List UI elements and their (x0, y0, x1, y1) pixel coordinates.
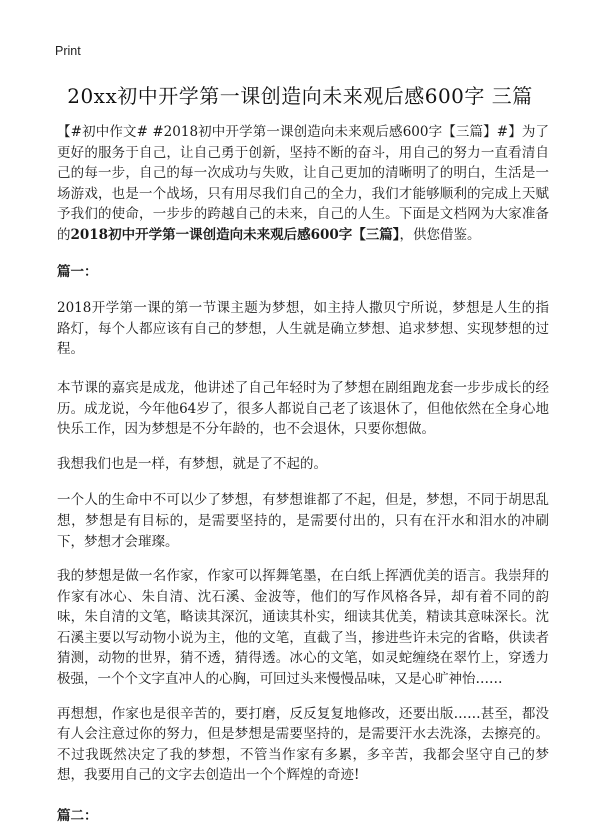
intro-bold-title: 2018初中开学第一课创造向未来观后感600字【三篇】 (70, 226, 400, 243)
body-paragraph: 一个人的生命中不可以少了梦想，有梦想谁都了不起，但是，梦想，不同于胡思乱想，梦想是有目标的，是需要坚持的，是需要付出的，只有在汗水和泪水的冲刷下，梦想才会璀璨。 (57, 492, 549, 550)
print-link[interactable]: Print (55, 44, 81, 58)
intro-lead-text: 【#初中作文# #2018初中开学第一课创造向未来观后感600字【三篇】#】为了更好的服务于自己，让自己勇于创新，坚持不断的奋斗，用自己的努力一直看清自己的每一步，自己的每一次成功与失败，让自己更加的清晰明了的明白，生活是一场游戏，也是一个战场，只有用尽我们自己的全力，我们才能够顺利的完成上天赋予我们的使命，一步步的跨越自己的未来，自己的人生。下面是文档网为大家准备的 (57, 124, 549, 243)
article-body (57, 122, 549, 827)
body-paragraph: 再想想，作家也是很辛苦的，要打磨，反反复复地修改，还要出版……甚至，都没有人会注意过你的努力，但是梦想是需要坚持的，是需要汗水去洗涤，去擦亮的。不过我既然决定了我的梦想，不管当作家有多累，多辛苦，我都会坚守自己的梦想，我要用自己的文字去创造出一个个辉煌的奇迹! (57, 705, 549, 784)
body-paragraph: 我想我们也是一样，有梦想，就是了不起的。 (57, 455, 327, 472)
section-heading-2: 篇二： (57, 808, 98, 825)
intro-tail-text: ，供您借鉴。 (399, 226, 481, 243)
body-paragraph: 本节课的嘉宾是成龙，他讲述了自己年轻时为了梦想在剧组跑龙套一步步成长的经历。成龙说，今年他64岁了，很多人都说自己老了该退休了，但他依然在全身心地快乐工作，因为梦想是不分年龄的，也不会退休，只要你想做。 (57, 379, 549, 438)
body-paragraph: 2018开学第一课的第一节课主题为梦想，如主持人撒贝宁所说，梦想是人生的指路灯，每个人都应该有自己的梦想，人生就是确立梦想、追求梦想、实现梦想的过程。 (57, 300, 549, 358)
body-paragraph: 我的梦想是做一名作家，作家可以挥舞笔墨，在白纸上挥洒优美的语言。我崇拜的作家有冰心、朱自清、沈石溪、金波等，他们的写作风格各异，却有着不同的韵味，朱自清的文笔，略读其深沉，通读其朴实，细读其优美，精读其意味深长。沈石溪主要以写动物小说为主，他的文笔，直截了当，掺进些许未完的省略，供读者猜测，动物的世界，猜不透，猜得透。冰心的文笔，如灵蛇缠绕在翠竹上，穿透力极强，一个个文字直冲人的心胸，可回过头来慢慢品味，又是心旷神怡…… (57, 568, 549, 688)
document-title: 20xx初中开学第一课创造向未来观后感600字 三篇 (67, 84, 533, 108)
intro-paragraph (57, 122, 549, 246)
section-heading-1: 篇一： (57, 263, 98, 280)
